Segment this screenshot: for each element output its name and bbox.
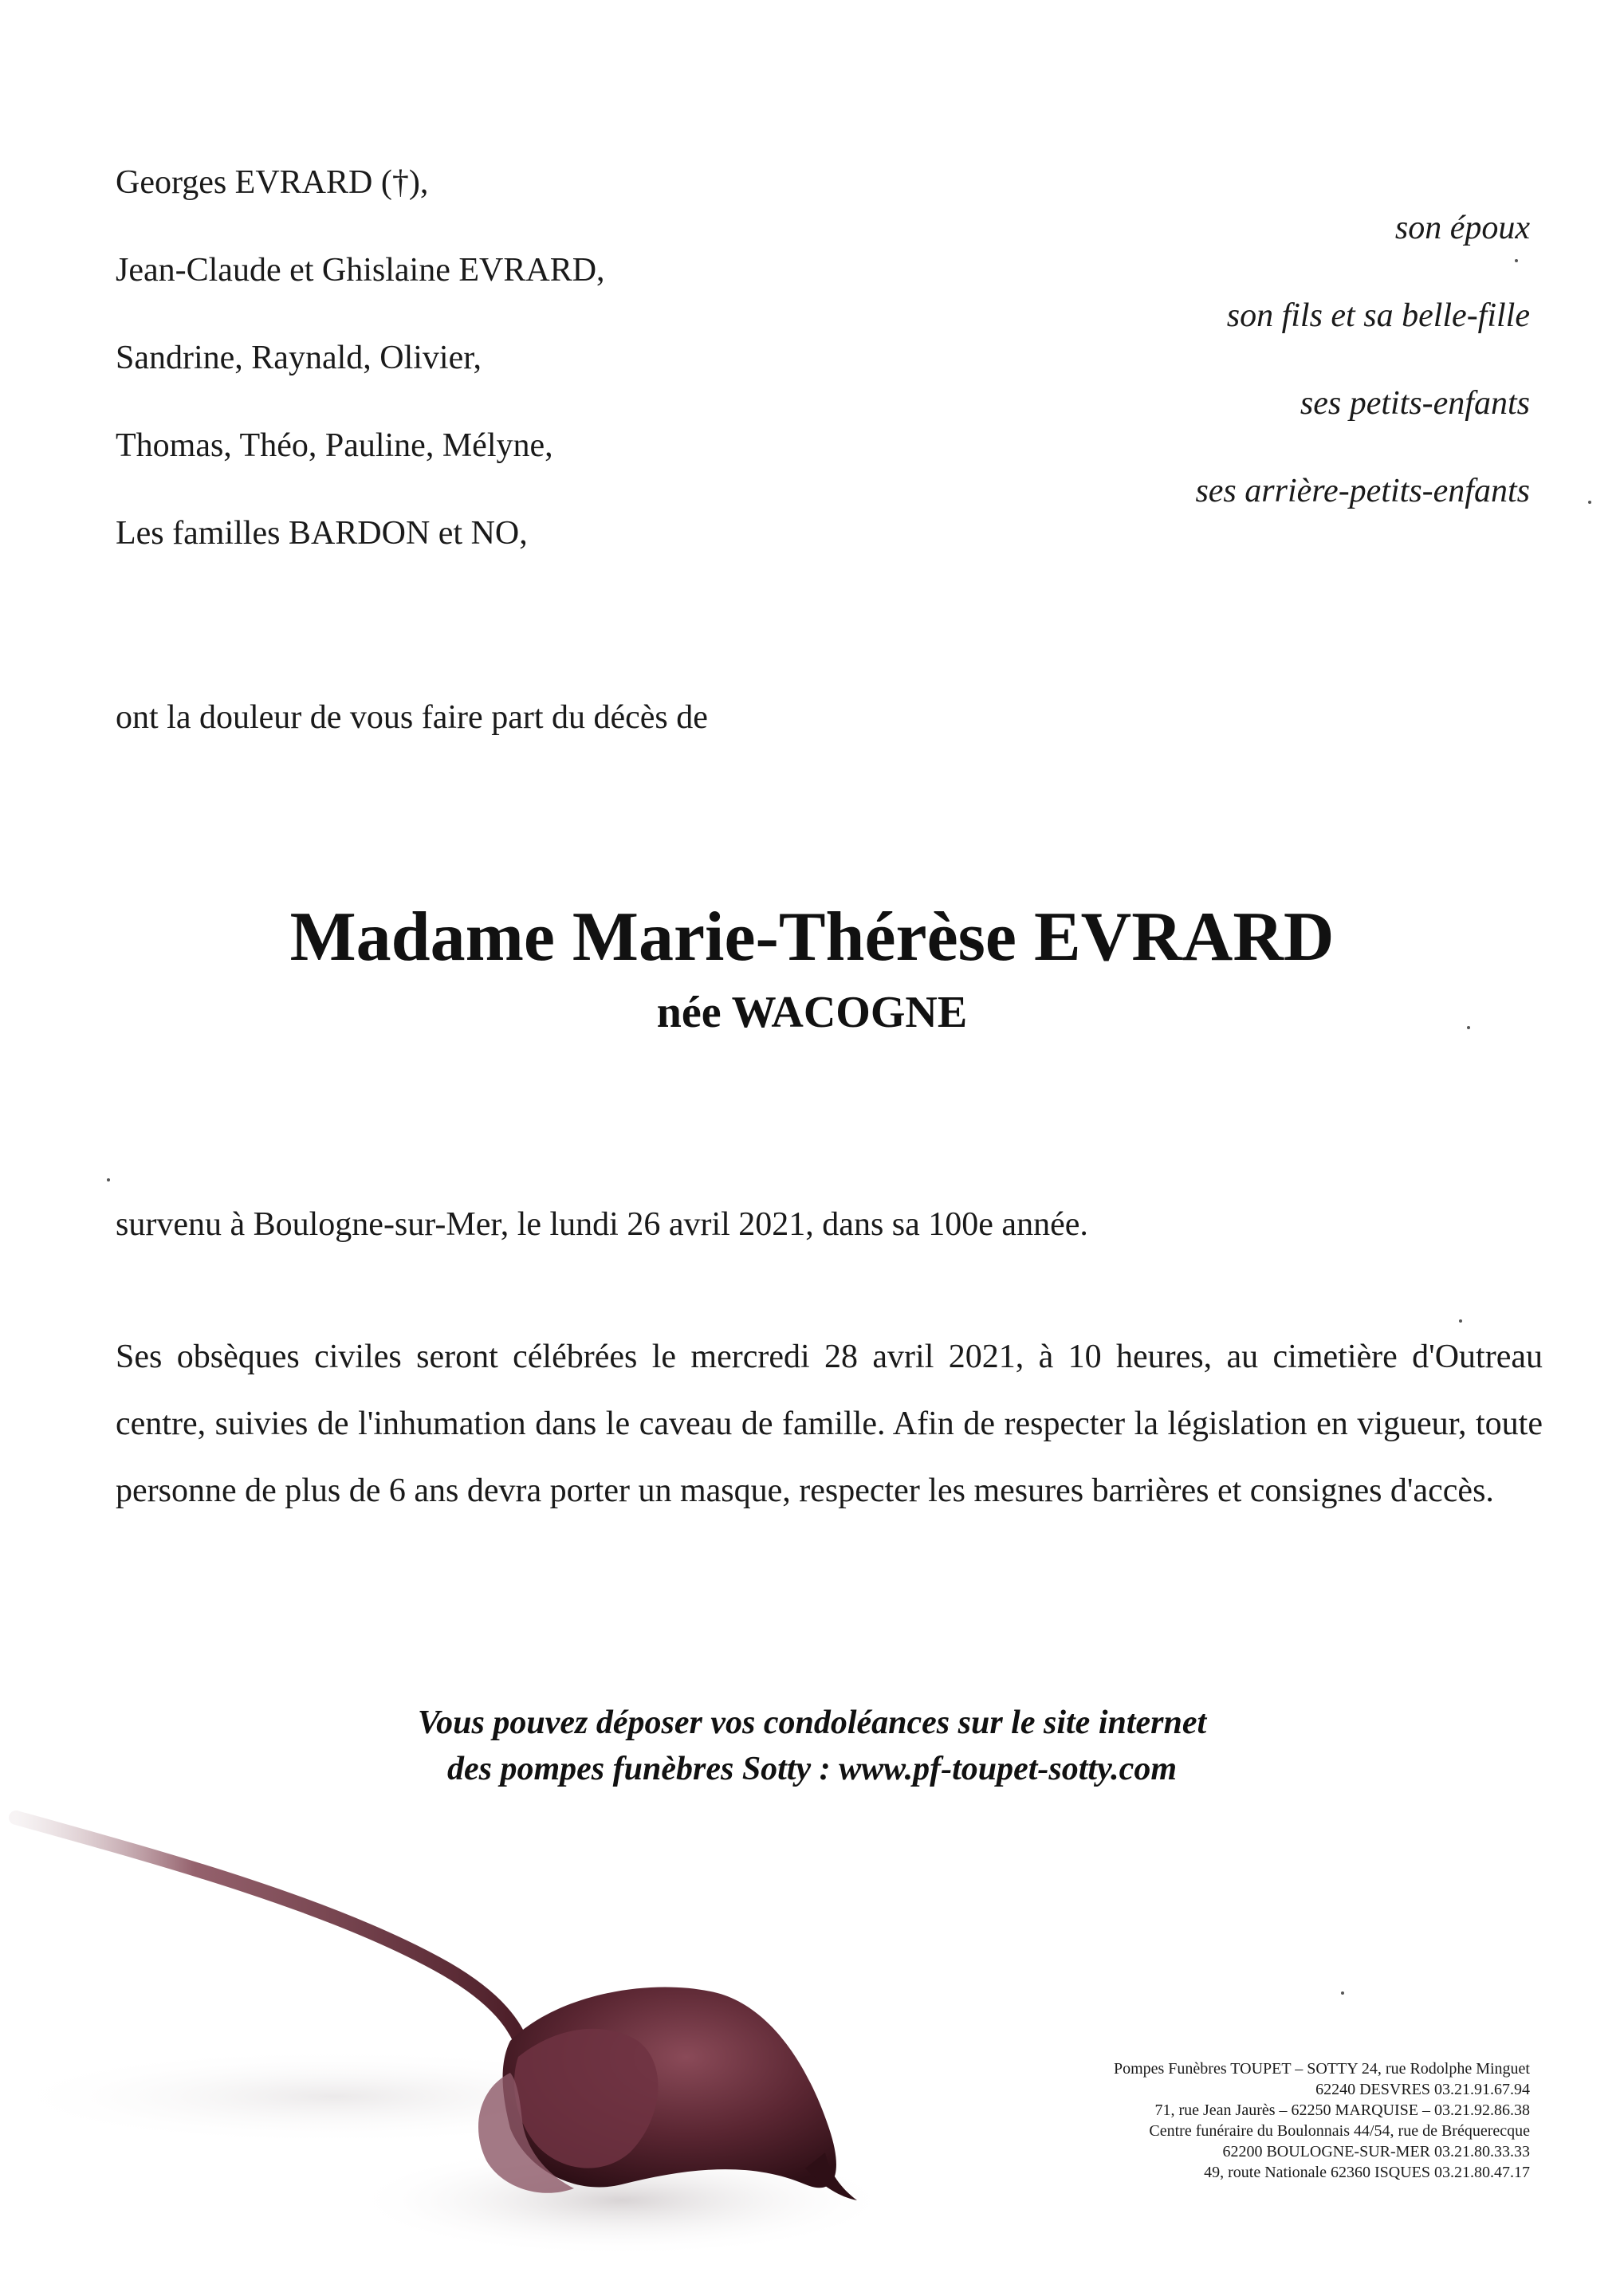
contact-line-3: 71, rue Jean Jaurès – 62250 MARQUISE – 03.21.92.86.38	[1154, 2101, 1530, 2119]
announcement-intro: ont la douleur de vous faire part du décès de	[116, 699, 708, 736]
funeral-home-contact	[972, 2058, 1530, 2183]
family-relation-2: son fils et sa belle-fille	[1226, 297, 1530, 334]
death-info: survenu à Boulogne-sur-Mer, le lundi 26 avril 2021, dans sa 100e année.	[116, 1206, 1088, 1243]
flower-stem	[16, 1818, 526, 2057]
scan-speck	[1588, 501, 1591, 504]
family-name-3: Sandrine, Raynald, Olivier,	[116, 340, 482, 376]
condolence-line-2: des pompes funèbres Sotty : www.pf-toupet-sotty.com	[447, 1751, 1177, 1787]
scan-speck	[1459, 1319, 1462, 1323]
condolence-line-1: Vous pouvez déposer vos condoléances sur le site internet	[417, 1704, 1207, 1741]
contact-line-6: 49, route Nationale 62360 ISQUES 03.21.80.47.17	[1204, 2164, 1530, 2181]
contact-line-2: 62240 DESVRES 03.21.91.67.94	[1315, 2081, 1530, 2098]
scan-speck	[1515, 259, 1518, 262]
scan-speck	[1341, 1991, 1344, 1995]
contact-line-4: Centre funéraire du Boulonnais 44/54, rue de Bréquerecque	[1149, 2122, 1530, 2140]
family-name-1: Georges EVRARD (†),	[116, 164, 429, 201]
family-name-4: Thomas, Théo, Pauline, Mélyne,	[116, 427, 553, 464]
contact-line-1: Pompes Funèbres TOUPET – SOTTY 24, rue Rodolphe Minguet	[1113, 2060, 1530, 2078]
funeral-details: Ses obsèques civiles seront célébrées le mercredi 28 avril 2021, à 10 heures, au cimetière d'Outreau centre, suivies de l'inhumation dans le caveau de famille. Afin de respecter la législation en vigueur, toute personne de plus de 6 ans devra porter un masque, respecter les mesures barrières et consignes d'accès.	[116, 1339, 1543, 1509]
calla-lily-illustration	[0, 1754, 957, 2296]
contact-line-5: 62200 BOULOGNE-SUR-MER 03.21.80.33.33	[1222, 2143, 1530, 2160]
family-relation-1: son époux	[1394, 210, 1530, 246]
family-name-2: Jean-Claude et Ghislaine EVRARD,	[116, 252, 605, 289]
deceased-name: Madame Marie-Thérèse EVRARD	[289, 898, 1335, 976]
family-relation-3: ses petits-enfants	[1300, 385, 1530, 422]
family-relation-4: ses arrière-petits-enfants	[1195, 473, 1530, 509]
scan-speck	[1467, 1026, 1470, 1029]
maiden-name: née WACOGNE	[656, 988, 968, 1037]
family-name-5: Les familles BARDON et NO,	[116, 515, 528, 552]
scan-speck	[107, 1178, 110, 1181]
